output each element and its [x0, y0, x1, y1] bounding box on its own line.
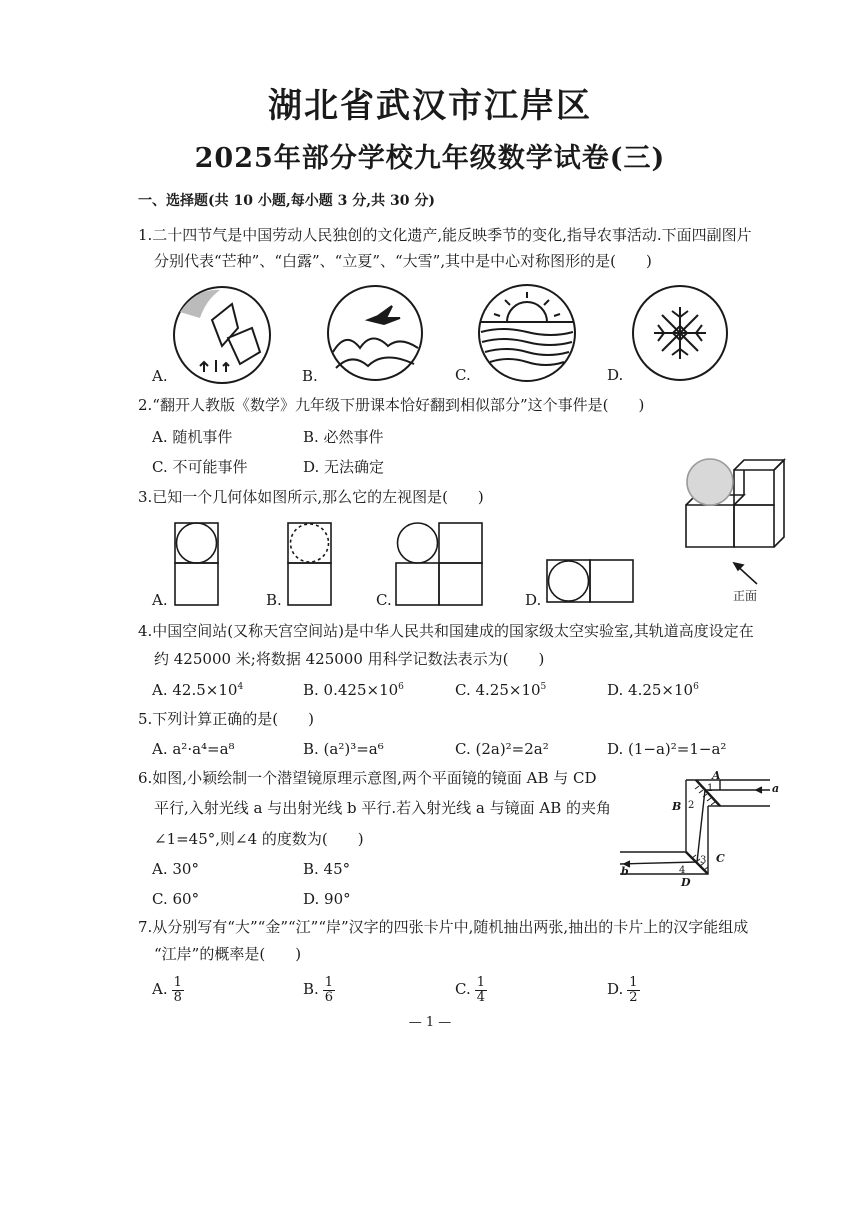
q5-option-b: B. (a²)³=a⁶ — [303, 740, 384, 758]
q3-front-label: 正面 — [733, 589, 758, 603]
q3-stem: 3.已知一个几何体如图所示,那么它的左视图是( ) — [138, 488, 484, 506]
q6-label-B: B — [672, 800, 682, 813]
q4-stem-line2: 约 425000 米;将数据 425000 用科学记数法表示为( ) — [154, 650, 545, 668]
q6-angle-2: 2 — [688, 800, 695, 811]
q2-option-b: B. 必然事件 — [303, 428, 384, 446]
q7-stem-line1: 7.从分别写有“大”“金”“江”“岸”汉字的四张卡片中,随机抽出两张,抽出的卡片上的汉字能组成 — [138, 918, 749, 936]
q2-stem: 2.“翻开人教版《数学》九年级下册课本恰好翻到相似部分”这个事件是( ) — [138, 396, 645, 414]
q6-option-a: A. 30° — [152, 860, 199, 878]
page-number: — 1 — — [408, 1015, 452, 1030]
q6-label-C: C — [716, 852, 725, 865]
q1-option-d: D. — [607, 366, 624, 384]
q7-option-c: C. $\frac{1}{4}$ — [455, 975, 485, 1005]
q3-option-d: D. — [525, 591, 542, 609]
q6-label-b: b — [621, 865, 629, 878]
q6-label-A: A — [712, 769, 721, 782]
q4-stem-line1: 4.中国空间站(又称天宫空间站)是中华人民共和国建成的国家级太空实验室,其轨道高度设定在 — [138, 622, 754, 640]
q6-option-c: C. 60° — [152, 890, 200, 908]
page-subtitle: 2025年部分学校九年级数学试卷(三) — [194, 143, 666, 174]
q6-label-D: D — [681, 876, 691, 889]
q2-option-c: C. 不可能事件 — [152, 458, 248, 476]
q6-angle-3: 3 — [700, 855, 707, 866]
q5-option-a: A. a²·a⁴=a⁸ — [152, 740, 235, 758]
q6-angle-1: 1 — [707, 783, 714, 794]
page-title: 湖北省武汉市江岸区 — [268, 86, 592, 126]
q3-option-a: A. — [152, 591, 168, 609]
q1-option-c: C. — [455, 366, 471, 384]
q5-option-d: D. (1−a)²=1−a² — [607, 740, 727, 758]
q1-option-b: B. — [302, 367, 318, 385]
q3-option-c: C. — [376, 591, 392, 609]
q6-stem-line3: ∠1=45°,则∠4 的度数为( ) — [154, 830, 364, 848]
q6-label-a: a — [772, 782, 780, 795]
q5-option-c: C. (2a)²=2a² — [455, 740, 549, 758]
q1-stem-line2: 分别代表“芒种”、“白露”、“立夏”、“大雪”,其中是中心对称图形的是( ) — [154, 252, 652, 270]
q2-option-a: A. 随机事件 — [152, 428, 233, 446]
q4-option-b: B. $0.425\times 10^6$ — [303, 681, 404, 699]
q7-option-a: A. $\frac{1}{8}$ — [152, 975, 182, 1005]
q2-option-d: D. 无法确定 — [303, 458, 385, 476]
q7-option-d: D. $\frac{1}{2}$ — [607, 975, 638, 1005]
q6-stem-line1: 6.如图,小颖绘制一个潜望镜原理示意图,两个平面镜的镜面 AB 与 CD — [138, 769, 597, 787]
section-heading: 一、选择题(共 10 小题,每小题 3 分,共 30 分) — [138, 193, 435, 209]
q3-option-b: B. — [266, 591, 282, 609]
q7-option-b: B. $\frac{1}{6}$ — [303, 975, 334, 1005]
q6-option-b: B. 45° — [303, 860, 351, 878]
q4-option-a: A. $42.5\times 10^4$ — [152, 681, 244, 699]
q4-option-d: D. $4.25\times 10^6$ — [607, 681, 699, 699]
q4-option-c: C. $4.25\times 10^5$ — [455, 681, 547, 699]
q7-stem-line2: “江岸”的概率是( ) — [154, 945, 302, 963]
q6-option-d: D. 90° — [303, 890, 351, 908]
q1-stem-line1: 1.二十四节气是中国劳动人民独创的文化遗产,能反映季节的变化,指导农事活动.下面四副图片 — [138, 226, 752, 244]
q5-stem: 5.下列计算正确的是( ) — [138, 710, 315, 728]
q1-option-a: A. — [152, 367, 168, 385]
q6-stem-line2: 平行,入射光线 a 与出射光线 b 平行.若入射光线 a 与镜面 AB 的夹角 — [154, 799, 612, 817]
q6-angle-4: 4 — [679, 865, 686, 876]
